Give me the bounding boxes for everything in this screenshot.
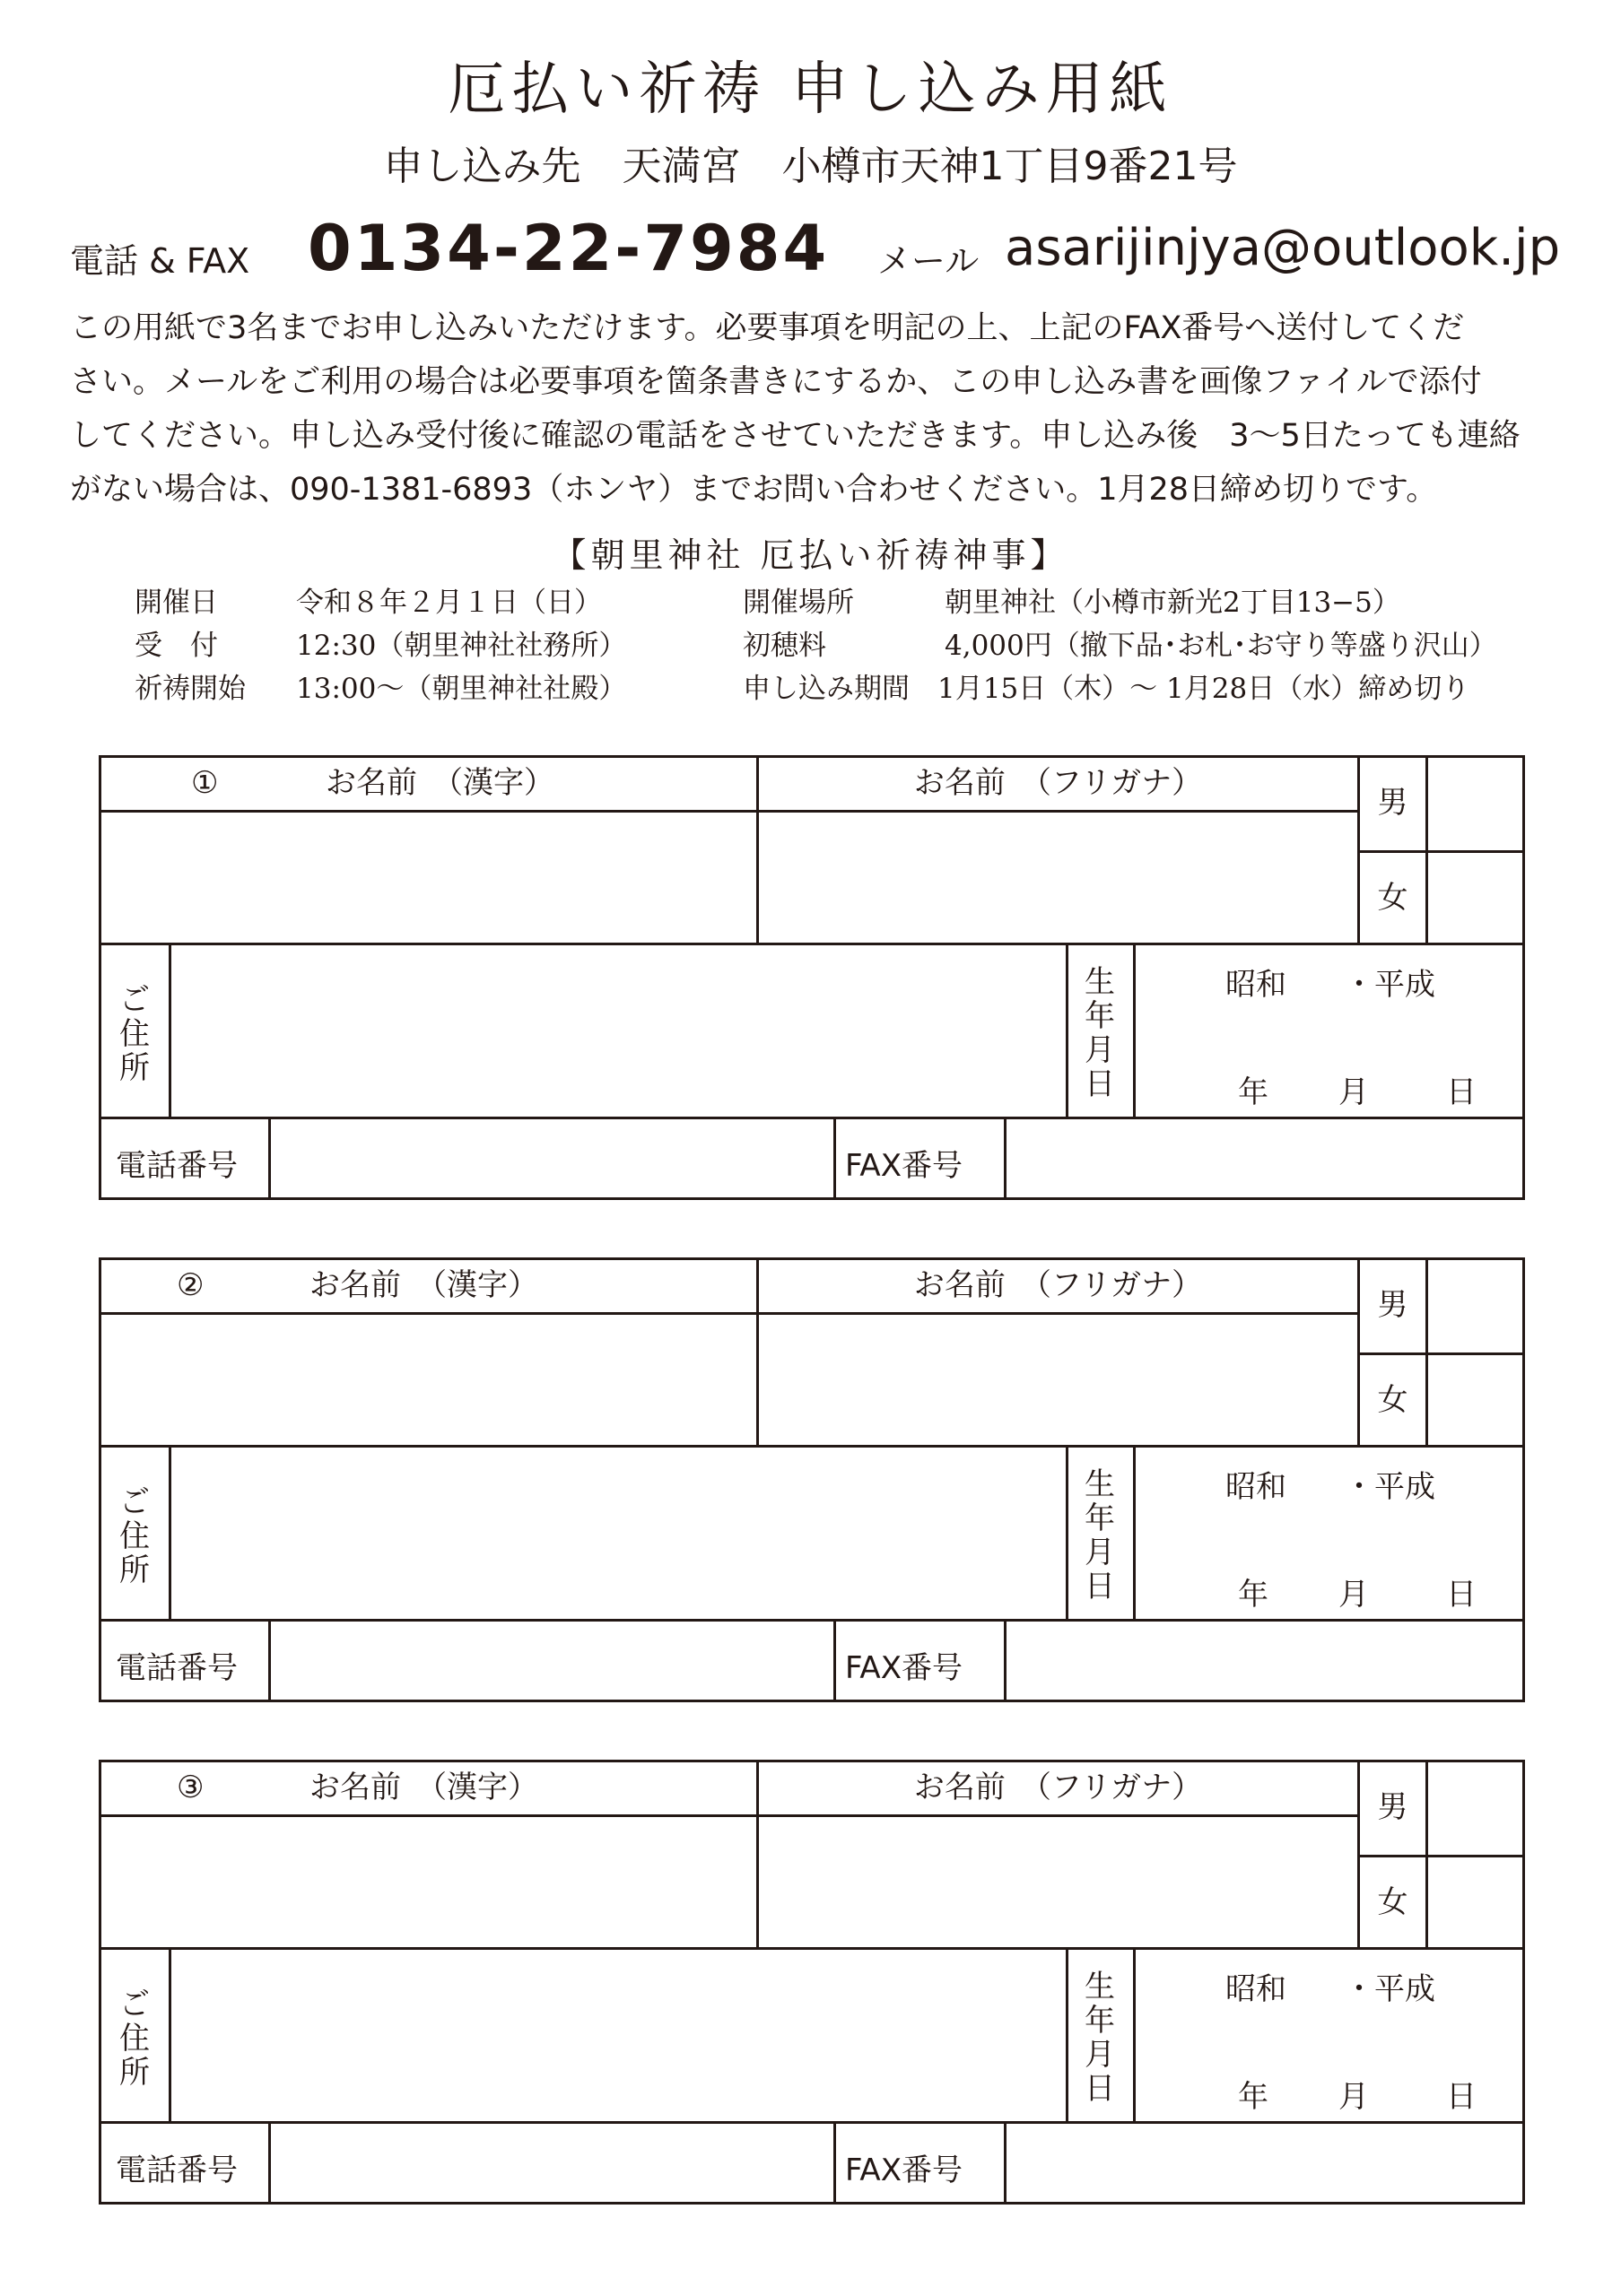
event-venue-value: 朝里神社（小樽市新光2丁目13−5）: [945, 587, 1400, 619]
address-location: 小樽市天神1丁目9番21号: [781, 144, 1238, 189]
name-kanji-header: [101, 758, 756, 810]
address-label: ご 住 所: [119, 1987, 150, 2091]
era-showa[interactable]: 昭和: [1225, 967, 1286, 1003]
form-number: ①: [191, 765, 219, 801]
name-kana-field[interactable]: [756, 1814, 1357, 1947]
event-fee: [743, 622, 1497, 663]
phone-label-cell: [101, 2121, 268, 2202]
male-label: 男: [1357, 1762, 1425, 1855]
name-kana-field[interactable]: [756, 810, 1357, 943]
month-label: 月: [1338, 1074, 1369, 1110]
fax-label: FAX番号: [845, 1148, 963, 1184]
name-kana-header: お名前 （フリガナ）: [756, 1260, 1357, 1312]
event-reception-label: 受 付: [135, 630, 218, 662]
era-heisei[interactable]: 平成: [1374, 1971, 1435, 2007]
event-date-value: 令和８年２月１日（日）: [296, 587, 602, 619]
tel-fax-label: 電話 & FAX: [70, 241, 250, 281]
name-kanji-field[interactable]: [101, 1814, 756, 1947]
era-separator: ・: [1344, 1469, 1374, 1505]
event-fee-value: 4,000円（撤下品･お札･お守り等盛り沢山）: [945, 630, 1497, 662]
event-venue-label: 開催場所: [743, 587, 854, 619]
fax-field[interactable]: [1004, 1619, 1522, 1700]
birthdate-field[interactable]: [1133, 1947, 1522, 2121]
event-start-label: 祈祷開始: [135, 673, 246, 705]
phone-label: 電話番号: [116, 2152, 238, 2188]
birthdate-field[interactable]: [1133, 943, 1522, 1117]
birthdate-label: 生 年 月 日: [1085, 1466, 1115, 1605]
day-label: 日: [1446, 1074, 1477, 1110]
intro-line: さい。メールをご利用の場合は必要事項を箇条書きにするか、この申し込み書を画像ファイルで添付: [70, 364, 1482, 400]
era-showa[interactable]: 昭和: [1225, 1971, 1286, 2007]
era-separator: ・: [1344, 967, 1374, 1003]
year-label: 年: [1238, 2079, 1268, 2115]
tel-fax-number: 0134-22-7984: [308, 212, 830, 285]
address-label-cell: [101, 943, 169, 1117]
month-label: 月: [1338, 2079, 1369, 2115]
name-kana-header: お名前 （フリガナ）: [756, 1762, 1357, 1814]
event-reception-value: 12:30（朝里神社社務所）: [296, 630, 627, 662]
event-period: [743, 665, 1469, 706]
phone-field[interactable]: [268, 1117, 833, 1197]
female-checkbox[interactable]: [1425, 850, 1522, 943]
month-label: 月: [1338, 1577, 1369, 1613]
female-checkbox[interactable]: [1425, 1855, 1522, 1947]
fax-field[interactable]: [1004, 2121, 1522, 2202]
year-label: 年: [1238, 1074, 1268, 1110]
address-field[interactable]: [169, 1947, 1066, 2121]
phone-label: 電話番号: [116, 1148, 238, 1184]
fax-label-cell: [833, 2121, 1004, 2202]
application-form-2: [99, 1257, 1525, 1702]
name-kanji-field[interactable]: [101, 1312, 756, 1445]
male-label: 男: [1357, 758, 1425, 850]
name-kanji-header: [101, 1762, 756, 1814]
event-period-value: 1月15日（木）〜 1月28日（水）締め切り: [937, 673, 1470, 705]
name-kana-header: お名前 （フリガナ）: [756, 758, 1357, 810]
female-label: 女: [1357, 850, 1425, 943]
application-form-1: [99, 755, 1525, 1200]
address-field[interactable]: [169, 943, 1066, 1117]
birthdate-label-cell: [1066, 1947, 1133, 2121]
birthdate-label: 生 年 月 日: [1085, 1969, 1115, 2107]
phone-label: 電話番号: [116, 1650, 238, 1686]
male-checkbox[interactable]: [1425, 1762, 1522, 1855]
era-separator: ・: [1344, 1971, 1374, 2007]
page-title: 厄払い祈祷 申し込み用紙: [448, 57, 1173, 123]
phone-field[interactable]: [268, 1619, 833, 1700]
fax-label: FAX番号: [845, 2152, 963, 2188]
birthdate-label-cell: [1066, 943, 1133, 1117]
event-date: [135, 579, 602, 620]
male-label: 男: [1357, 1260, 1425, 1352]
event-heading: 【朝里神社 厄払い祈祷神事】: [552, 535, 1069, 575]
event-fee-label: 初穂料: [743, 630, 826, 662]
address-shrine: 天満宮: [622, 144, 741, 189]
event-start: [135, 665, 626, 706]
fax-label-cell: [833, 1117, 1004, 1197]
address-field[interactable]: [169, 1445, 1066, 1619]
event-reception: [135, 622, 626, 663]
form-number: ③: [177, 1770, 205, 1805]
name-kana-field[interactable]: [756, 1312, 1357, 1445]
female-label: 女: [1357, 1855, 1425, 1947]
name-kanji-header: [101, 1260, 756, 1312]
application-form-3: [99, 1760, 1525, 2205]
name-kanji-label: お名前 （漢字）: [326, 765, 554, 801]
phone-field[interactable]: [268, 2121, 833, 2202]
event-venue: [743, 579, 1400, 620]
intro-line: してください。申し込み受付後に確認の電話をさせていただきます。申し込み後 3〜5日たっても連絡: [70, 418, 1521, 454]
address-label: ご 住 所: [119, 982, 150, 1086]
birthdate-field[interactable]: [1133, 1445, 1522, 1619]
address-label: 申し込み先: [383, 144, 581, 189]
intro-text: [70, 301, 1568, 517]
intro-line: この用紙で3名までお申し込みいただけます。必要事項を明記の上、上記のFAX番号へ送付してくだ: [70, 310, 1465, 346]
male-checkbox[interactable]: [1425, 758, 1522, 850]
mail-label: メール: [877, 241, 980, 281]
year-label: 年: [1238, 1577, 1268, 1613]
era-showa[interactable]: 昭和: [1225, 1469, 1286, 1505]
fax-label: FAX番号: [845, 1650, 963, 1686]
female-checkbox[interactable]: [1425, 1352, 1522, 1445]
address-label: ご 住 所: [119, 1484, 150, 1588]
mail-address[interactable]: asarijinjya@outlook.jp: [1005, 219, 1561, 277]
female-label: 女: [1357, 1352, 1425, 1445]
form-number: ②: [177, 1267, 205, 1303]
event-date-label: 開催日: [135, 587, 218, 619]
phone-label-cell: [101, 1117, 268, 1197]
day-label: 日: [1446, 2079, 1477, 2115]
address-label-cell: [101, 1947, 169, 2121]
name-kanji-label: お名前 （漢字）: [309, 1267, 538, 1303]
era-heisei[interactable]: 平成: [1374, 967, 1435, 1003]
birthdate-label-cell: [1066, 1445, 1133, 1619]
day-label: 日: [1446, 1577, 1477, 1613]
intro-line: がない場合は、090-1381-6893（ホンヤ）までお問い合わせください。1月28日締め切りです。: [70, 472, 1438, 508]
fax-field[interactable]: [1004, 1117, 1522, 1197]
event-start-value: 13:00〜（朝里神社社殿）: [296, 673, 627, 705]
era-heisei[interactable]: 平成: [1374, 1469, 1435, 1505]
phone-label-cell: [101, 1619, 268, 1700]
name-kanji-label: お名前 （漢字）: [309, 1770, 538, 1805]
address-label-cell: [101, 1445, 169, 1619]
event-period-label: 申し込み期間: [743, 673, 910, 705]
name-kanji-field[interactable]: [101, 810, 756, 943]
birthdate-label: 生 年 月 日: [1085, 964, 1115, 1102]
fax-label-cell: [833, 1619, 1004, 1700]
address-line: [0, 144, 1621, 189]
male-checkbox[interactable]: [1425, 1260, 1522, 1352]
